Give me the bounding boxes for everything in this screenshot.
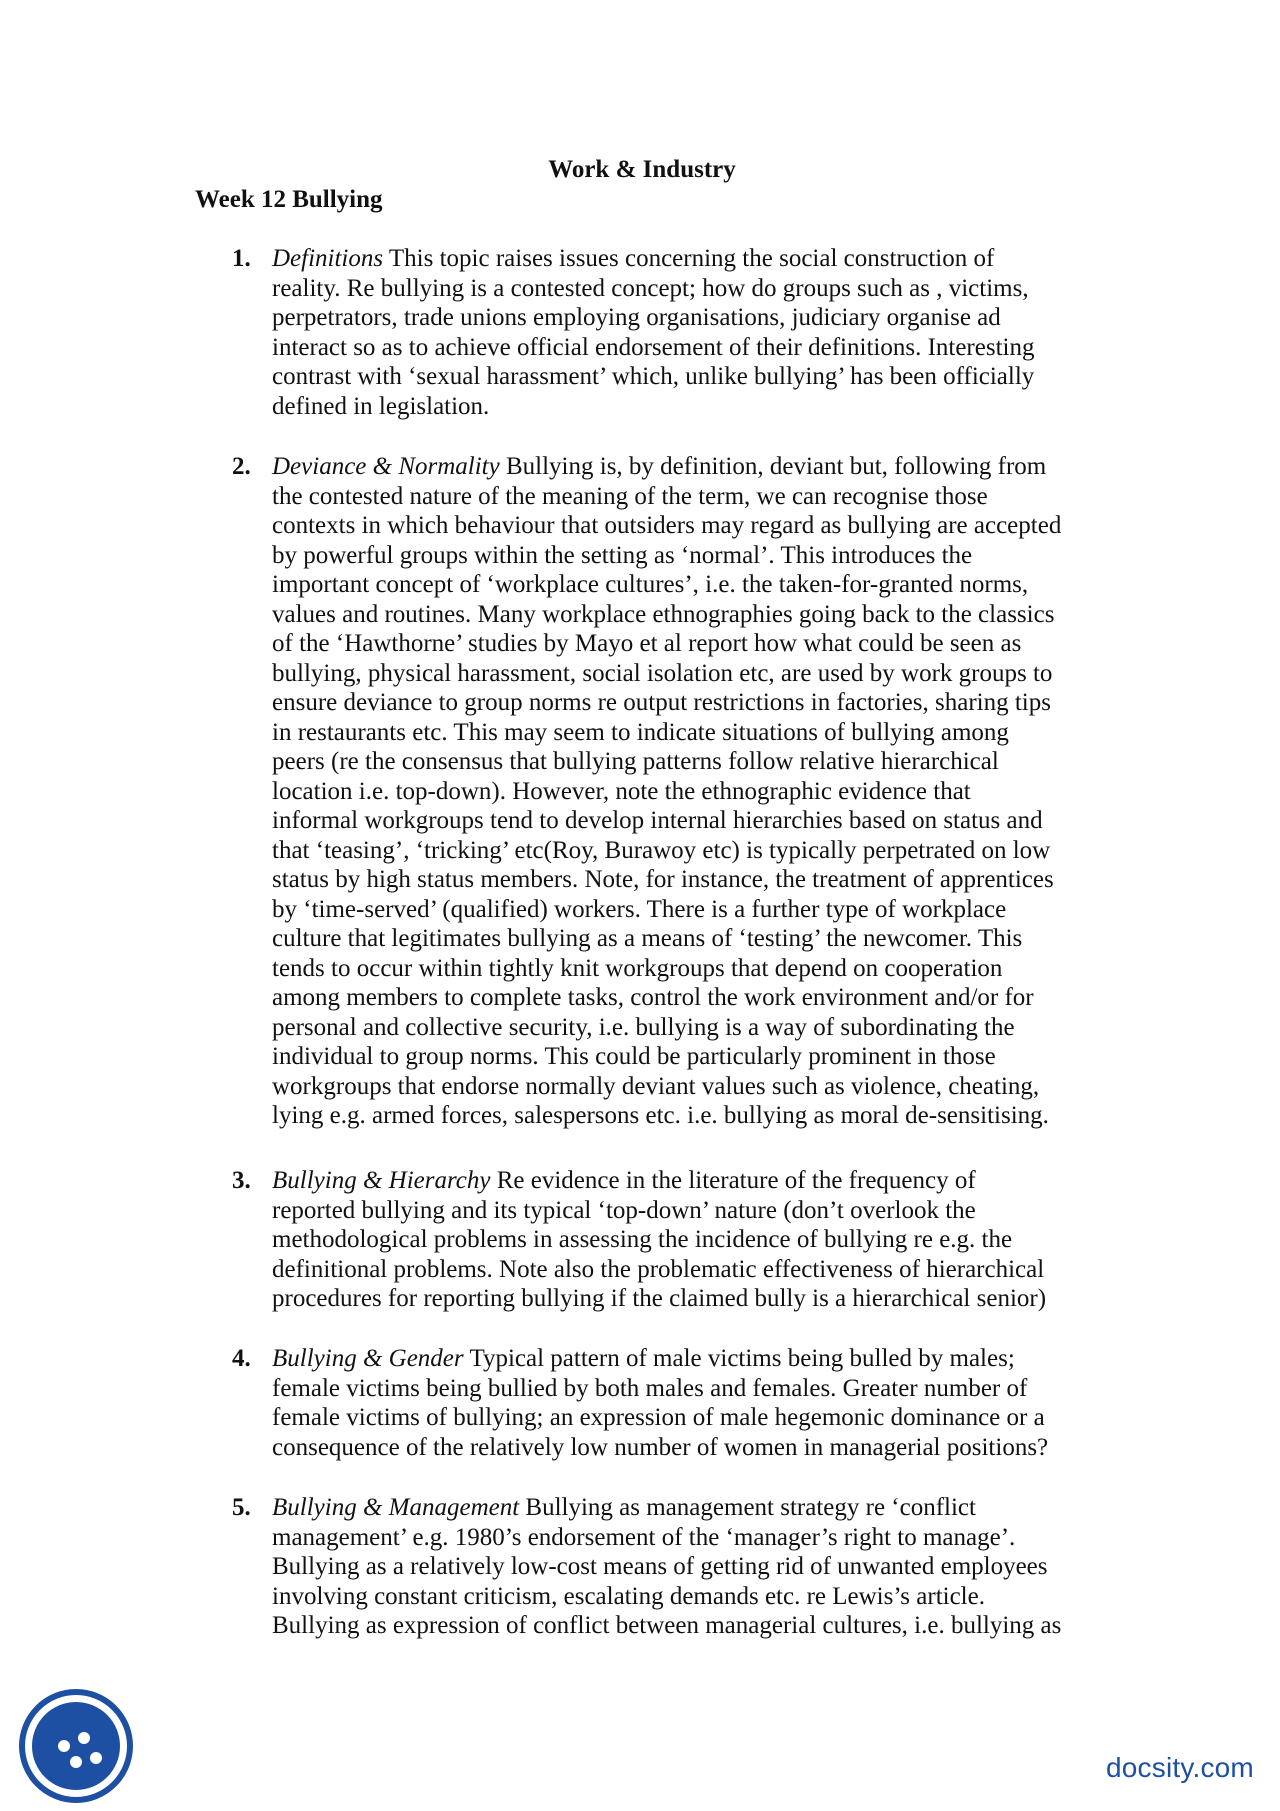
item-number: 4.: [232, 1345, 251, 1372]
item-number: 2.: [232, 453, 251, 480]
item-body: Definitions This topic raises issues concerning the social construction of reality. Re bullying is a contested concept; how do groups such as , victims, perpetrators, trade unions employing organisations, judiciary organise ad interact so as to achieve official endorsement of their definitions. Interesting contrast with ‘sexual harassment’ which, unlike bullying’ has been officially defined in legislation.: [272, 245, 1035, 420]
item-number: 3.: [232, 1167, 251, 1194]
item-body: Bullying & Hierarchy Re evidence in the literature of the frequency of reported bullying and its typical ‘top-down’ nature (don’t overlook the methodological problems in assessing the incidence of bullying re e.g. the definitional problems. Note also the problematic effectiveness of hierarchical procedures for reporting bullying if the claimed bully is a hierarchical senior): [272, 1167, 1047, 1312]
item-body: Deviance & Normality Bullying is, by definition, deviant but, following from the contested nature of the meaning of the term, we can recognise those contexts in which behaviour that outsiders may regard as bullying are accepted by powerful groups within the setting as ‘normal’. This introduces the important concept of ‘workplace cultures’, i.e. the taken-for-granted norms, values and routines. Many workplace ethnographies going back to the classics of the ‘Hawthorne’ studies by Mayo et al report how what could be seen as bullying, physical harassment, social isolation etc, are used by work groups to ensure deviance to group norms re output restrictions in factories, sharing tips in restaurants etc. This may seem to indicate situations of bullying among peers (re the consensus that bullying patterns follow relative hierarchical location i.e. top-down). However, note the ethnographic evidence that informal workgroups tend to develop internal hierarchies based on status and that ‘teasing’, ‘tricking’ etc(Roy, Burawoy etc) is typically perpetrated on low status by high status members. Note, for instance, the treatment of apprentices by ‘time-served’ (qualified) workers. There is a further type of workplace culture that legitimates bullying as a means of ‘testing’ the newcomer. This tends to occur within tightly knit workgroups that depend on cooperation among members to complete tasks, control the work environment and/or for personal and collective security, i.e. bullying is a way of subordinating the individual to group norms. This could be particularly prominent in those workgroups that endorse normally deviant values such as violence, cheating, lying e.g. armed forces, salespersons etc. i.e. bullying as moral de-sensitising.: [272, 453, 1062, 1129]
item-body: Bullying & Management Bullying as management strategy re ‘conflict management’ e.g. 1980’s endorsement of the ‘manager’s right to manage’. Bullying as a relatively low-cost means of getting rid of unwanted employees involving constant criticism, escalating demands etc. re Lewis’s article. Bullying as expression of conflict between managerial cultures, i.e. bullying as: [272, 1494, 1062, 1639]
item-body: Bullying & Gender Typical pattern of male victims being bulled by males; female victims being bullied by both males and females. Greater number of female victims of bullying; an expression of male hegemonic dominance or a consequence of the relatively low number of women in managerial positions?: [272, 1345, 1049, 1461]
item-heading: Definitions: [272, 245, 384, 272]
brand-link[interactable]: docsity.com: [1106, 1752, 1254, 1783]
item-heading: Bullying & Management: [272, 1494, 520, 1521]
item-heading: Bullying & Hierarchy: [272, 1167, 491, 1194]
item-number: 5.: [232, 1494, 251, 1521]
course-title: Work & Industry: [548, 156, 736, 183]
item-number: 1.: [232, 245, 251, 272]
week-title: Week 12 Bullying: [195, 186, 383, 213]
docsity-logo-icon: [18, 1688, 134, 1804]
item-heading: Bullying & Gender: [272, 1345, 464, 1372]
item-heading: Deviance & Normality: [272, 453, 500, 480]
